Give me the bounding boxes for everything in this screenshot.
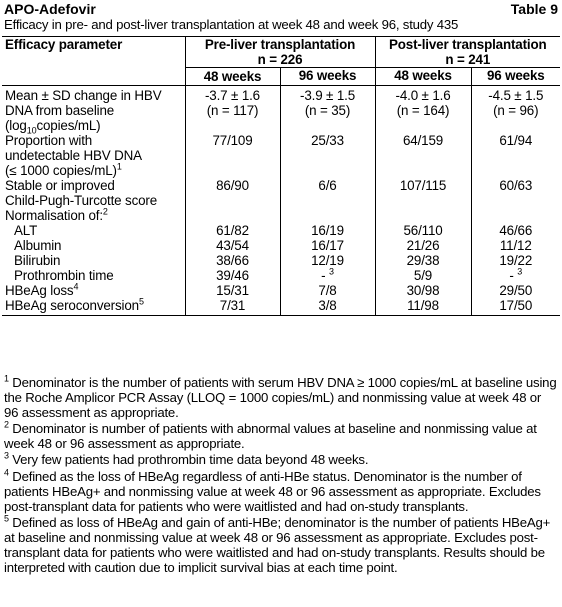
table-cell: - $^3$ [471,268,560,283]
row-label: ALT [14,223,38,238]
week-header: 48 weeks [375,68,471,86]
table-cell: 15/31 [185,283,280,298]
table-cell: 3/8 [280,298,375,316]
week-header: 96 weeks [280,68,375,86]
table-cell: 60/63 [471,178,560,208]
row-label: Mean ± SD change in HBV DNA from baseline $(\log_{10}copies/mL)$ [5,88,162,136]
table-row [2,238,560,253]
table-cell: 11/12 [471,238,560,253]
table-cell: 12/19 [280,253,375,268]
table-cell: 6/6 [280,178,375,208]
drug-name: APO-Adefovir [4,1,96,17]
table-cell: 39/46 [185,268,280,283]
table-row [2,253,560,268]
table-cell: 56/110 [375,223,471,238]
table-cell: -3.9 ± 1.5 (n = 35) [280,86,375,134]
table-cell: - $^3$ [280,268,375,283]
group-header-pre: Pre-liver transplantation n = 226 [185,37,375,68]
table-cell: 16/17 [280,238,375,253]
table-cell: 30/98 [375,283,471,298]
table-cell: 107/115 [375,178,471,208]
column-header-param: Efficacy parameter [5,37,123,52]
table-cell: 21/26 [375,238,471,253]
row-label: Stable or improved Child-Pugh-Turcotte score [5,178,158,208]
table-cell: 61/82 [185,223,280,238]
row-label: Prothrombin time [14,268,114,283]
footnote: $^4$ Defined as the loss of HBeAg regardless of anti-HBe status. Denominator is the number of patients HBeAg+ and nonmissing value at week 48 or 96 assessment as appropriate. Excludes post-transplant data for patients who were waitlisted and had on-study transplants. [4,467,541,514]
table-row [2,208,560,223]
row-label: HBeAg loss$^4$ [5,281,79,298]
table-row [2,86,560,134]
table-cell: 38/66 [185,253,280,268]
table-cell: 7/31 [185,298,280,316]
table-cell: 61/94 [471,133,560,178]
group-header-post: Post-liver transplantation n = 241 [375,37,560,68]
table-cell: 7/8 [280,283,375,298]
table-cell: 77/109 [185,133,280,178]
table-cell: 19/22 [471,253,560,268]
table-row [2,298,560,316]
table-cell: -3.7 ± 1.6 (n = 117) [185,86,280,134]
row-label: Proportion with undetectable HBV DNA (≤ 1000 copies/mL)$^1$ [5,133,142,178]
table-label: Table 9 [510,1,558,17]
footnote: $^5$ Defined as loss of HBeAg and gain of anti-HBe; denominator is the number of patients HBeAg+ at baseline and nonmissing value at week 48 or 96 assessment as appropriate. Excludes post-transplant data for patients who were waitlisted and had on-study transplants. Results should be interpreted with caution due to implicit survival bias at each time point. [4,513,551,576]
table-cell: 29/50 [471,283,560,298]
footnotes [4,375,558,576]
efficacy-table [2,36,560,316]
table-cell: -4.5 ± 1.5 (n = 96) [471,86,560,134]
row-label: Albumin [14,238,62,253]
row-label: Bilirubin [14,253,61,268]
table-row [2,283,560,298]
table-row [2,268,560,283]
table-row [2,178,560,208]
week-header: 96 weeks [471,68,560,86]
table-row [2,133,560,178]
table-cell: 43/54 [185,238,280,253]
table-cell: 17/50 [471,298,560,316]
table-cell: 5/9 [375,268,471,283]
footnote: $^2$ Denominator is number of patients with abnormal values at baseline and nonmissing value at week 48 or 96 assessment as appropriate. [4,419,537,452]
table-cell: 64/159 [375,133,471,178]
document-header [4,0,558,18]
table-cell: 11/98 [375,298,471,316]
table-cell: 29/38 [375,253,471,268]
footnote: $^3$ Very few patients had prothrombin time data beyond 48 weeks. [4,451,369,468]
table-cell: 25/33 [280,133,375,178]
table-cell: 16/19 [280,223,375,238]
table-caption: Efficacy in pre- and post-liver transplantation at week 48 and week 96, study 435 [4,17,459,32]
table-cell: -4.0 ± 1.6 (n = 164) [375,86,471,134]
row-label: HBeAg seroconversion$^5$ [5,296,144,313]
row-label: Normalisation of:$^2$ [5,206,108,223]
table-cell: 86/90 [185,178,280,208]
week-header: 48 weeks [185,68,280,86]
table-cell: 46/66 [471,223,560,238]
footnote: $^1$ Denominator is the number of patients with serum HBV DNA ≥ 1000 copies/mL at baseline using the Roche Amplicor PCR Assay (LLOQ = 1000 copies/mL) and nonmissing value at week 48 or 96 assessment as appropriate. [4,373,557,421]
table-row [2,223,560,238]
